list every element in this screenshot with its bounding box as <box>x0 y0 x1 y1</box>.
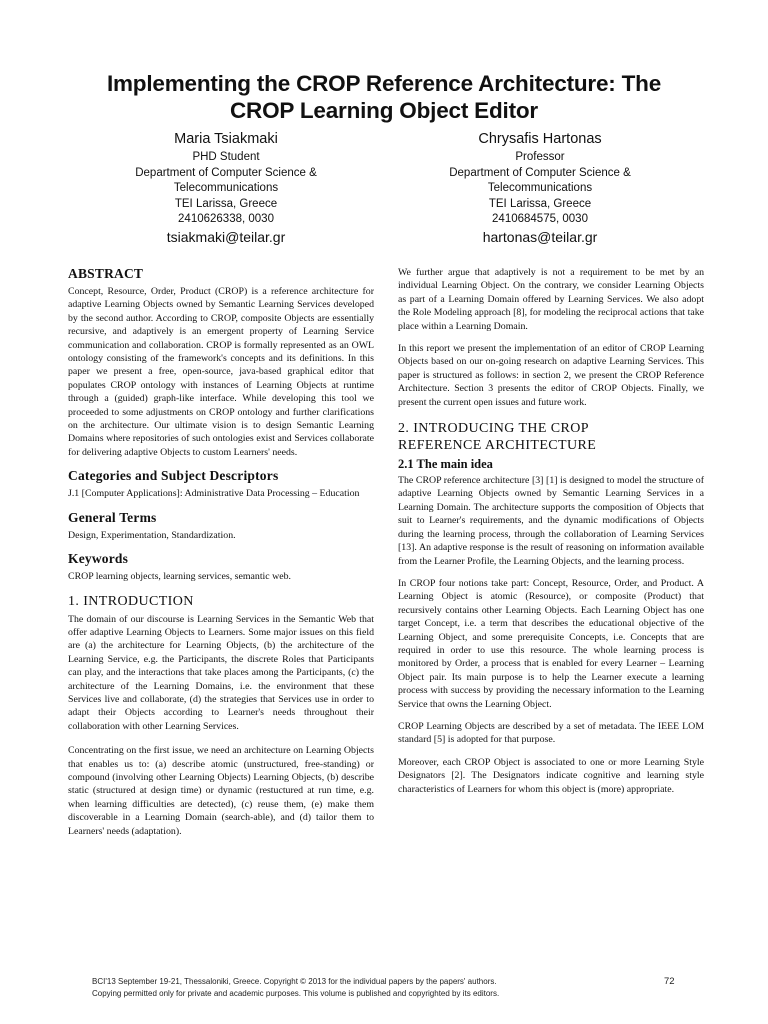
body-paragraph-4: In CROP four notions take part: Concept, Resource, Order, and Product. A Learning Object is atomic (Resource), or composite (Product) that recursively contains other Learning Objects. Each Learning Object has one target Concept, i.e. a term that describes the educational objective of the Learning Object, and some prerequisite Concepts, i.e. Concepts that are required in order to use this resource. The whole learning process is monitored by Order, a process that is enabled for every Learner – Learning Object pair. Its main purpose is to help the Learner execute a learning process with success by providing the necessary information to the Learning Service that owns the Learning Object. <box>398 577 704 710</box>
introduction-paragraph-1: The domain of our discourse is Learning Services in the Semantic Web that offer adaptive Learning Objects to Learners. Some major issues on this field are (a) the architecture for Learning Objects, (b) the architecture of the Learning Service, e.g. the Participants, the discrete Roles that Participants can play, and the interactions that take places among the Participants, (c) the architecture of the Learning Domains, i.e. the environment that these Services live and collaborate, (d) the strategies that Services use in order to adapt their Objects according to Learner's needs throughout their collaboration with other Learning Services. <box>68 613 374 732</box>
introduction-paragraph-2: Concentrating on the first issue, we need an architecture on Learning Objects that enables us to: (a) describe atomic (unstructured, free-standing) or compound (involving other Learning Objects) Learning Objects, (b) describe static (structured at design time) or dynamic (restuctured at run time, e.g. when learning difficulties are detected), (c) reuse them, (e) make them discoverable in a Learning Domain (search-able), and (d) tailor them to Learners' needs (adaptation). <box>68 745 374 837</box>
author-block-1 <box>76 130 376 246</box>
introduction-heading: 1. INTRODUCTION <box>68 593 194 609</box>
author-institution: TEI Larissa, Greece <box>488 197 592 210</box>
body-paragraph-3: The CROP reference architecture [3] [1] is designed to model the structure of adaptive Learning Objects owned by Semantic Learning Services in a Learning Domain. The architecture supports the composition of Objects that suit to Learner's requirements, and the dynamic modifications of Objects during the learning process, through the collaboration of Learning Services [13]. An adaptive response is the result of reasoning on information available from the Learner Profile, the Learning Objects, and the learning process. <box>398 475 704 567</box>
paper-title <box>60 70 708 124</box>
page-footer <box>92 976 692 1000</box>
author-block-2 <box>390 130 690 246</box>
section-2-heading <box>398 420 704 454</box>
author-department: Department of Computer Science & <box>449 166 631 179</box>
author-email[interactable]: tsiakmaki@teilar.gr <box>166 228 286 245</box>
title-line-2: CROP Learning Object Editor <box>230 98 538 123</box>
section-2-heading-line-1: 2. INTRODUCING THE CROP <box>398 421 589 437</box>
subsection-2-1-heading: 2.1 The main idea <box>398 457 493 472</box>
footer-permission-line: Copying permitted only for private and academic purposes. This volume is published and copyrighted by its editors. <box>92 989 500 998</box>
general-terms-heading: General Terms <box>68 509 157 525</box>
author-name: Maria Tsiakmaki <box>174 131 278 147</box>
body-paragraph-5: CROP Learning Objects are described by a set of metadata. The IEEE LOM standard [5] is adopted for that purpose. <box>398 720 704 746</box>
body-paragraph-2: In this report we present the implementation of an editor of CROP Learning Objects based on our on-going research on adaptive Learning Services. This paper is structured as follows: in section 2, we present the CROP Reference Architecture. Section 3 presents the editor of CROP Objects. Finally, we present the current open issues and future work. <box>398 343 704 408</box>
general-terms-text: Design, Experimentation, Standardization. <box>68 529 236 541</box>
keywords-heading: Keywords <box>68 551 129 567</box>
body-paragraph-1: We further argue that adaptively is not a requirement to be met by an individual Learning Object. On the contrary, we consider Learning Objects as part of a Learning Domain offered by Learning Services. We also adopt the Role Modeling approach [8], for modeling the reciprocal actions that take place within a Learning Domain. <box>398 267 704 332</box>
section-2-heading-line-2: REFERENCE ARCHITECTURE <box>398 438 597 454</box>
categories-text: J.1 [Computer Applications]: Administrative Data Processing – Education <box>68 488 360 500</box>
categories-heading: Categories and Subject Descriptors <box>68 468 279 484</box>
author-phone: 2410684575, 0030 <box>492 213 588 225</box>
author-department-2: Telecommunications <box>173 182 279 194</box>
right-column <box>398 266 704 805</box>
keywords-text: CROP learning objects, learning services, semantic web. <box>68 571 291 583</box>
author-department-2: Telecommunications <box>487 182 593 194</box>
title-line-1: Implementing the CROP Reference Architecture: The <box>106 71 662 96</box>
author-name: Chrysafis Hartonas <box>478 131 602 147</box>
author-role: Professor <box>515 151 565 163</box>
footer-copyright-line: BCI'13 September 19-21, Thessaloniki, Greece. Copyright © 2013 for the individual papers by the papers' authors. <box>92 977 497 986</box>
author-phone: 2410626338, 0030 <box>178 213 274 225</box>
author-department: Department of Computer Science & <box>135 166 317 179</box>
left-column <box>68 266 374 847</box>
page-number: 72 <box>664 976 675 987</box>
abstract-text: Concept, Resource, Order, Product (CROP) is a reference architecture for adaptive Learning Objects owned by Semantic Learning Services developed by the second author. According to CROP, composite Objects are essentially recursive, and adaptively is an emergent property of Learning Service communication and collaboration. CROP is formally represented as an OWL ontology consisting of the framework's concepts and its definitions. In this paper we present a free, open-source, java-based graphical editor that populates CROP ontology with instances of Learning Objects at runtime through a (guided) graph-like interface. While developing this tool we proceeded to some adjustments on CROP ontology and further clarifications on the architecture. Our ultimate vision is to design Semantic Learning Domains where repositories of such ontologies exist and Services collaborate for delivering adaptive Objects to custom Learners' needs. <box>68 286 374 458</box>
author-institution: TEI Larissa, Greece <box>174 197 278 210</box>
author-role: PHD Student <box>192 151 260 163</box>
author-email[interactable]: hartonas@teilar.gr <box>482 228 598 245</box>
abstract-heading: ABSTRACT <box>68 266 144 281</box>
body-paragraph-6: Moreover, each CROP Object is associated to one or more Learning Style Designators [2]. The Designators indicate cognitive and learning style characteristics of Learners for whom this object is (more) appropriate. <box>398 756 704 795</box>
